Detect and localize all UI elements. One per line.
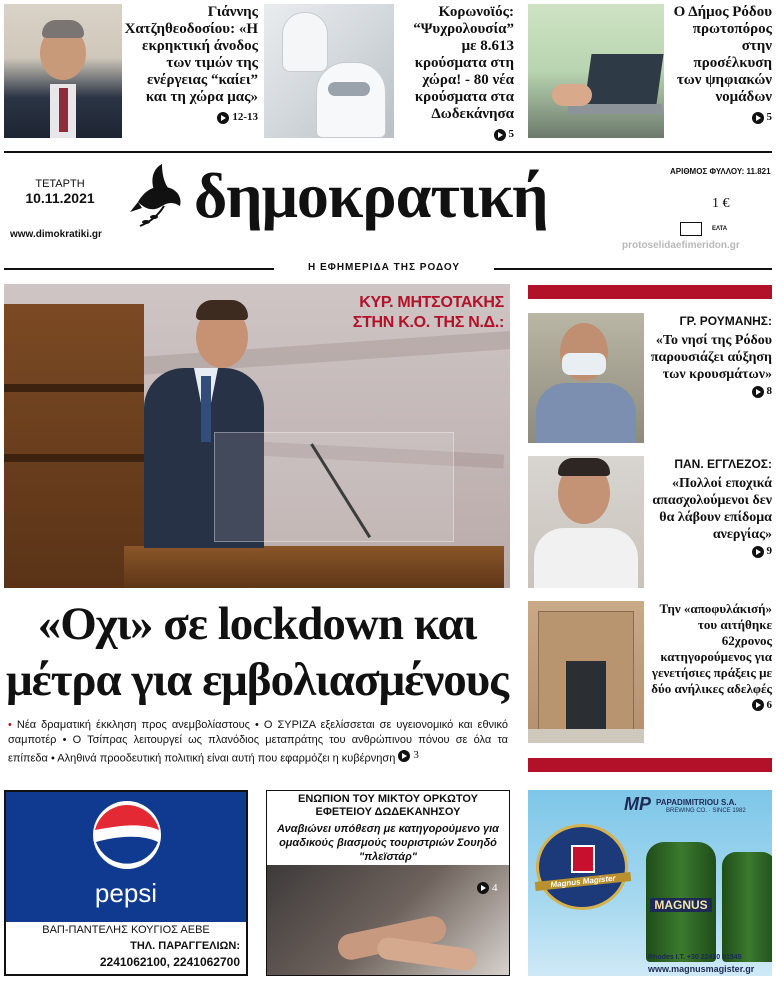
court-story-photo [267,865,509,975]
beer-bottle [646,842,716,962]
lead-summary [8,718,508,767]
magnus-logo: MP [624,794,651,814]
court-story-ref [477,881,498,899]
masthead-website[interactable]: www.dimokratiki.gr [10,229,102,240]
page-arrow-icon [752,386,764,398]
page-arrow-icon [477,882,489,894]
face-mask [562,353,606,375]
building-door [566,661,606,731]
side-story-2-photo [528,456,644,588]
magnus-website: www.magnusmagister.gr [648,964,755,974]
side-story-3-headline: Την «αποφυλάκισή» του αιτήθηκε 62χρονος κατηγορούμενος για γενετήσιες πράξεις με δύο ανήλικες αδελφές [651,601,772,696]
speaker-hair [196,300,248,320]
side-story-2-text[interactable] [648,456,772,563]
side-story-1-kicker: ΓΡ. ΡΟΥΜΑΝΗΣ: [679,314,772,328]
building-steps [528,729,644,743]
side-story-1-text[interactable] [648,313,772,403]
top-story-3-headline: Ο Δήμος Ρόδου πρωτοπόρος στην προσέλκυση των ψηφιακών νομάδων [673,4,772,105]
masthead-subtitle: Η ΕΦΗΜΕΡΙΔΑ ΤΗΣ ΡΟΔΟΥ [307,262,461,273]
goggles [328,82,370,96]
pepsi-ad[interactable] [4,790,248,976]
court-story-title [267,793,509,819]
price: 1 € [712,196,730,211]
lead-headline-line1: «Οχι» σε lockdown και [37,598,477,650]
court-story-text: Αναβιώνει υπόθεση με κατηγορούμενο για ομαδικούς βιασμούς τουριστριών Σουηδό "πλεϊστάρ" [277,823,499,863]
top-story-3-photo [528,4,664,138]
person-shirt [536,383,636,443]
pepsi-orders-label: ΤΗΛ. ΠΑΡΑΓΓΕΛΙΩΝ: [130,940,240,952]
lead-headline-line2: μέτρα για εμβολιασμένους [6,654,508,706]
elta-logo [712,220,734,236]
issue-number: ΑΡΙΘΜΟΣ ΦΥΛΛΟΥ: 11.821 [670,167,771,176]
court-story-title-line1: ΕΝΩΠΙΟΝ ΤΟΥ ΜΙΚΤΟΥ ΟΡΚΩΤΟΥ [298,793,478,805]
top-story-2-photo [264,4,394,138]
masthead-date-block [20,178,130,206]
page-arrow-icon [752,699,764,711]
pepsi-globe-icon [92,800,162,870]
olive-leaf [142,220,150,224]
hazmat-figure-front [316,62,386,138]
magnus-ad[interactable] [528,790,772,976]
side-story-1-photo [528,313,644,443]
page-arrow-icon [752,112,764,124]
bench-rail [4,384,144,392]
top-story-1-ref: 12-13 [217,109,258,126]
side-story-3-ref: 6 [752,697,773,713]
pepsi-phones: 2241062100, 2241062700 [99,955,240,969]
lead-kicker-line2: ΣΤΗΝ Κ.Ο. ΤΗΣ Ν.Δ.: [352,314,504,331]
bullet-icon: • [8,719,17,731]
watermark: protoselidaefimeridon.gr [622,240,740,251]
page-arrow-icon [398,750,410,762]
top-story-2-headline: Κορωνοϊός: “Ψυχρολουσία” με 8.613 κρούσματα στη χώρα! - 80 νέα κρούσματα στα Δωδεκάνησα [413,4,514,122]
elta-label: ΕΛΤΑ [712,226,728,232]
subtitle-rule-left [4,268,274,270]
page-arrow-icon [494,129,506,141]
beer-label: MAGNUS [650,898,712,912]
court-story[interactable] [266,790,510,976]
court-ref-inner: 4 [477,882,498,894]
olive-leaf [150,215,158,219]
side-story-3-photo [528,601,644,743]
lead-kicker-line1: ΚΥΡ. ΜΗΤΣΟΤΑΚΗΣ [359,294,504,311]
top-story-1-headline: Γιάννης Χατζηθεοδοσίου: «Η εκρηκτική άνοδος των τιμών της ενέργειας “καίει” και τη χώρα μας» [124,4,258,105]
page-arrow-icon [752,546,764,558]
top-story-3-text[interactable] [668,4,772,129]
magnus-badge [536,824,628,910]
magnus-company: PAPADIMITRIOU S.A. [656,798,737,807]
hazmat-figure-back [282,12,328,72]
dove-body [138,187,181,210]
magnus-tagline: BREWING CO. · SINCE 1982 [666,808,746,814]
lead-ref: 3 [398,748,419,763]
masthead-day: ΤΕΤΑΡΤΗ [35,178,85,190]
lead-kicker [300,293,504,333]
portrait-hair [42,20,84,38]
subtitle-rule-right [494,268,772,270]
side-story-1-headline: «Το νησί της Ρόδου παρουσιάζει αύξηση των κρουσμάτων» [650,333,772,382]
magnus-badge-label: Magnus Magister [535,872,631,891]
top-story-1-photo [4,4,122,138]
person-hair [558,458,610,476]
side-story-2-kicker: ΠΑΝ. ΕΓΓΛΕΖΟΣ: [674,457,772,471]
magnus-contact: Rhodes I.T. +30 22410 91545 [648,954,742,961]
barcode-icon [680,222,702,236]
laptop-screen [584,54,663,104]
magnus-shield-icon [571,845,595,873]
top-story-3-ref: 5 [752,109,773,126]
pepsi-company: ΒΑΠ-ΠΑΝΤΕΛΗΣ ΚΟΥΓΙΟΣ ΑΕΒΕ [42,924,210,936]
beer-bottle [722,852,772,962]
dove-logo-icon [128,162,188,236]
side-top-bar [528,285,772,299]
masthead-title[interactable]: δημοκρατική [194,160,548,231]
side-bottom-bar [528,758,772,772]
side-story-2-ref: 9 [752,543,773,560]
top-story-2-ref: 5 [494,126,515,143]
wood-benches [4,304,144,588]
top-story-2-text[interactable] [396,4,514,146]
person-shirt [534,528,638,588]
glass-panel [214,432,454,542]
masthead-date: 10.11.2021 [25,190,95,206]
side-story-2-headline: «Πολλοί εποχικά απασχολούμενοι δεν θα λάβουν επίδομα ανεργίας» [652,476,772,542]
top-story-1-text[interactable] [124,4,258,129]
dove-wing [152,164,168,190]
lead-headline[interactable] [4,596,510,708]
side-story-3-text[interactable] [648,601,772,715]
lead-summary-text: Νέα δραματική έκκληση προς ανεμβολίαστους • Ο ΣΥΡΙΖΑ εξελίσσεται σε υγειονομικό και εθνικό σαμποτέρ • Ο Τσίπρας λειτουργεί ως πλανόδιος μεταπράτης του ανθρώπινου πόνου σε όλα τα επίπεδα • Αληθινά προοδευτική πολιτική είναι αυτή που εφαρμόζει η κυβέρνηση [8,719,508,765]
speaker-tie [201,376,211,442]
hands [552,84,592,106]
court-story-title-line2: ΕΦΕΤΕΙΟΥ ΔΩΔΕΚΑΝΗΣΟΥ [315,806,461,818]
portrait-tie [59,88,68,132]
podium [124,546,504,588]
bench-rail [4,454,144,462]
side-story-1-ref: 8 [752,383,773,400]
pepsi-brand: pepsi [94,878,158,908]
page-arrow-icon [217,112,229,124]
top-divider [4,151,772,153]
